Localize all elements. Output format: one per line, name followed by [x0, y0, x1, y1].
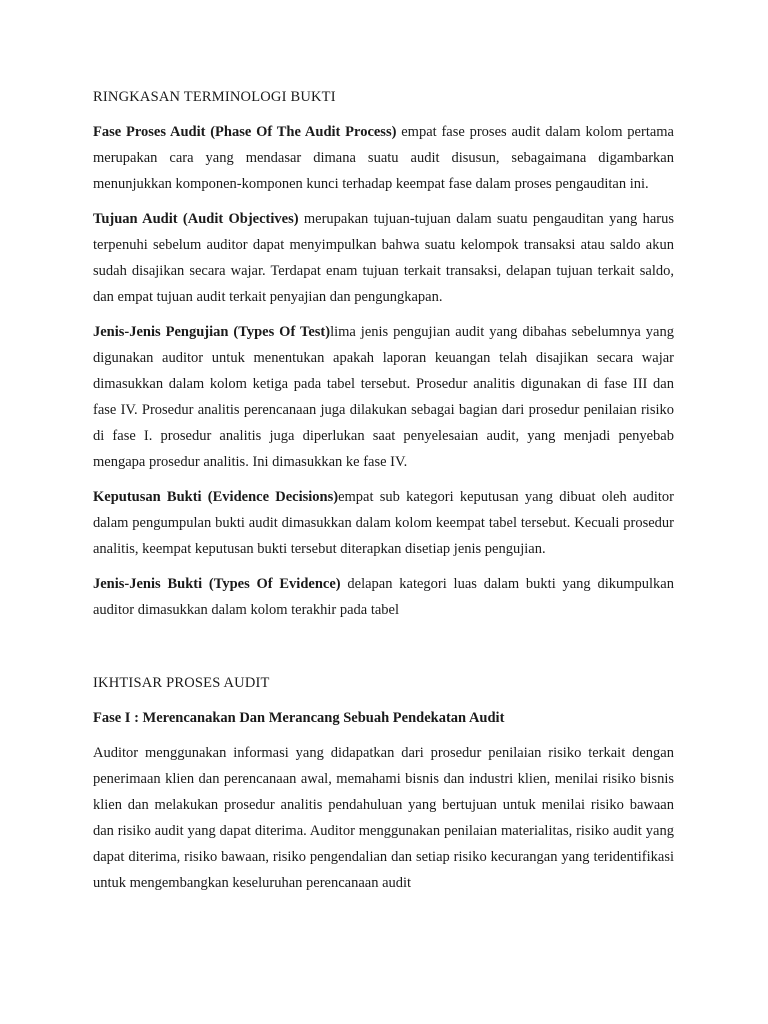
definition-jenis-bukti: delapan kategori luas dalam bukti yang dikumpulkan auditor dimasukkan dalam kolom terakhir pada tabel — [93, 576, 674, 618]
definition-fase-proses-audit: empat fase proses audit dalam kolom pertama merupakan cara yang mendasar dimana suatu audit disusun, sebagaimana digambarkan menunjukkan komponen-komponen kunci terhadap keempat fase dalam proses pengauditan ini. — [93, 124, 674, 192]
term-keputusan-bukti: Keputusan Bukti (Evidence Decisions) — [93, 489, 339, 505]
term-fase-proses-audit: Fase Proses Audit (Phase Of The Audit Process) — [93, 124, 397, 140]
term-jenis-bukti: Jenis-Jenis Bukti (Types Of Evidence) — [93, 576, 341, 592]
paragraph-keputusan-bukti — [93, 484, 674, 562]
paragraph-jenis-pengujian — [93, 319, 674, 475]
paragraph-fase-1: Auditor menggunakan informasi yang didapatkan dari prosedur penilaian risiko terkait dengan penerimaan klien dan perencanaan awal, memahami bisnis dan industri klien, menilai risiko bisnis klien dan melakukan prosedur analitis pendahuluan yang bertujuan untuk menilai risiko bawaan dan risiko audit yang dapat diterima. Auditor menggunakan penilaian materialitas, risiko audit yang dapat diterima, risiko bawaan, risiko pengendalian dan setiap risiko kecurangan yang teridentifikasi untuk mengembangkan keseluruhan perencanaan audit — [93, 745, 674, 891]
section-heading-ikhtisar: IKHTISAR PROSES AUDIT — [93, 675, 270, 691]
definition-tujuan-audit: merupakan tujuan-tujuan dalam suatu pengauditan yang harus terpenuhi sebelum auditor dapat menyimpulkan bahwa suatu kelompok transaksi atau saldo akun sudah disajikan secara wajar. Terdapat enam tujuan terkait transaksi, delapan tujuan terkait saldo, dan empat tujuan audit terkait penyajian dan pengungkapan. — [93, 211, 674, 305]
term-tujuan-audit: Tujuan Audit (Audit Objectives) — [93, 211, 299, 227]
term-jenis-pengujian: Jenis-Jenis Pengujian (Types Of Test) — [93, 324, 331, 340]
paragraph-jenis-bukti — [93, 571, 674, 623]
definition-jenis-pengujian: lima jenis pengujian audit yang dibahas sebelumnya yang digunakan auditor untuk menentukan apakah laporan keuangan telah disajikan secara wajar dimasukkan dalam kolom ketiga pada tabel tersebut. Prosedur analitis digunakan di fase III dan fase IV. Prosedur analitis perencanaan juga dilakukan sebagai bagian dari prosedur penilaian risiko di fase I. prosedur analitis juga diperlukan saat penyelesaian audit, yang menjadi penyebab mengapa prosedur analitis. Ini dimasukkan ke fase IV. — [93, 324, 674, 470]
definition-keputusan-bukti: empat sub kategori keputusan yang dibuat oleh auditor dalam pengumpulan bukti audit dimasukkan dalam kolom keempat tabel tersebut. Kecuali prosedur analitis, keempat keputusan bukti tersebut diterapkan disetiap jenis pengujian. — [93, 489, 674, 557]
document-page — [93, 84, 674, 905]
paragraph-tujuan-audit — [93, 206, 674, 310]
paragraph-fase-proses-audit — [93, 119, 674, 197]
subheading-fase-1: Fase I : Merencanakan Dan Merancang Sebuah Pendekatan Audit — [93, 710, 505, 726]
section-heading-ringkasan: RINGKASAN TERMINOLOGI BUKTI — [93, 89, 336, 105]
